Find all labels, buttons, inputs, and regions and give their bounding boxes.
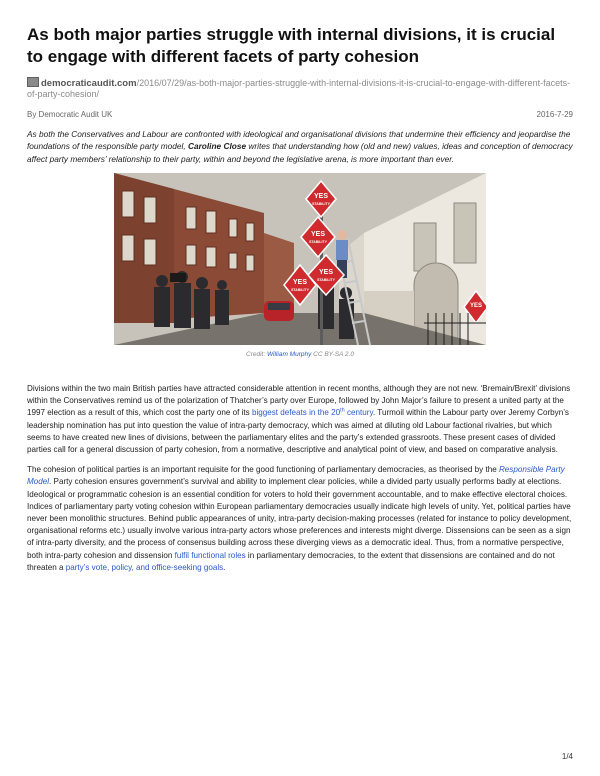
paragraph-text: . Turmoil within the Labour party over Jeremy Corbyn’s leadership nomination has put into question the value of intra-party democracy, which was aimed at diluting old Labour factional rivalries, but which seems to have created new lines of divisions, between the parliamentary elites and the party’s extended grassroots. These present cases of divided parties call for a general discussion of party cohesion, from a normative, descriptive and analytical point of view, and based on comparative analysis. xyxy=(27,408,569,454)
credit-author-link[interactable]: William Murphy xyxy=(266,350,312,358)
sign-stability-text: STABILITY xyxy=(317,277,335,282)
publish-date: 2016-7-29 xyxy=(536,110,573,119)
link-text: biggest defeats in the 20 xyxy=(251,408,341,418)
sign-yes-text: YES xyxy=(292,278,308,286)
biggest-defeats-link[interactable] xyxy=(252,408,373,417)
standfirst-text: As both the Conservatives and Labour are confronted with ideological and organisational divisions that undermine their efficiency and jeopardise the foundations of the responsible party model, xyxy=(27,129,571,152)
credit-prefix: Credit: xyxy=(246,350,267,358)
site-favicon-icon xyxy=(27,77,39,87)
sign-yes-text: YES xyxy=(313,192,329,200)
photo-credit xyxy=(114,350,486,359)
byline-row xyxy=(27,110,573,120)
sign-stability-text: STABILITY xyxy=(309,239,327,244)
article-title: As both major parties struggle with internal divisions, it is crucial to engage with different facets of party cohesion xyxy=(27,25,556,66)
street-photo xyxy=(114,173,486,345)
paragraph-text: . xyxy=(223,562,226,572)
credit-license: CC BY-SA 2.0 xyxy=(311,350,354,358)
source-url[interactable] xyxy=(27,77,573,100)
functional-roles-link[interactable]: fulfil functional roles xyxy=(174,550,246,560)
byline: By Democratic Audit UK xyxy=(27,110,113,119)
paragraph-text: The cohesion of political parties is an important requisite for the good functioning of parliamentary democracies, as theorised by the xyxy=(27,465,499,475)
paragraph-text: in parliamentary democracies, to the extent that dissensions are contained and do not threaten a xyxy=(27,550,555,572)
paragraph-text: Divisions within the two main British parties have attracted considerable attention in recent months, although they are not new. ‘Bremain/Brexit’ divisions within the Conservatives remind us of the polarization of Thatcher’s party over Europe, followed by John Major’s failure to present a united party at the 1997 election as a result of this, which cost the party one of its xyxy=(27,383,571,418)
sign-stability-text: STABILITY xyxy=(312,201,330,206)
link-superscript: th xyxy=(340,407,345,414)
source-domain[interactable]: democraticaudit.com xyxy=(41,78,137,89)
sign-yes-text: YES xyxy=(469,302,483,309)
body-paragraph-2 xyxy=(27,464,573,574)
body-paragraph-1 xyxy=(27,383,573,456)
street-photo-illustration xyxy=(114,173,486,345)
paragraph-text: . Party cohesion ensures government’s survival and ability to implement clear policies, while a divided party usually performs badly at elections. Ideological or programmatic cohesion is an essential condition for voters to hold their government accountable, and to make effective electoral choices. Indices of parliamentary party voting cohesion within European parliamentary democracies usually indicate high levels of unity. Yet, political parties have never been monolithic structures. Behind public appearances of unity, intra-party decision-making processes (related for instance to policy development, organisational reforms etc.) usually involve various intra-party actors whose preferences and interests might diverge. Dissensions can be seen as a sign of intra-party diversity, and the process of consensus building across these diverging views as a democratic ideal. Thus, from a normative perspective, both intra-party cohesion and dissension xyxy=(27,477,572,560)
sign-yes-text: YES xyxy=(310,230,326,238)
standfirst xyxy=(27,128,573,165)
link-text-end: century xyxy=(344,408,373,418)
source-path[interactable]: /2016/07/29/as-both-major-parties-struggle-with-internal-divisions-it-is-crucial-to-engage-with-different-facets-of-party-cohesion/ xyxy=(27,78,571,99)
article-figure xyxy=(114,173,486,359)
page-number: 1/4 xyxy=(561,752,573,761)
sign-yes-text: YES xyxy=(318,268,334,276)
party-goals-link[interactable]: party’s vote, policy, and office-seeking goals xyxy=(65,562,224,572)
standfirst-text-end: writes that understanding how (old and new) values, ideas and conception of democracy affect party members’ relationship to their party, within and beyond the legislative arena, is more important than ever. xyxy=(27,141,573,164)
sign-stability-text: STABILITY xyxy=(291,287,309,292)
author-name: Caroline Close xyxy=(187,141,247,152)
article-page xyxy=(27,24,573,574)
responsible-party-model-link[interactable]: Responsible Party Model xyxy=(27,465,565,487)
